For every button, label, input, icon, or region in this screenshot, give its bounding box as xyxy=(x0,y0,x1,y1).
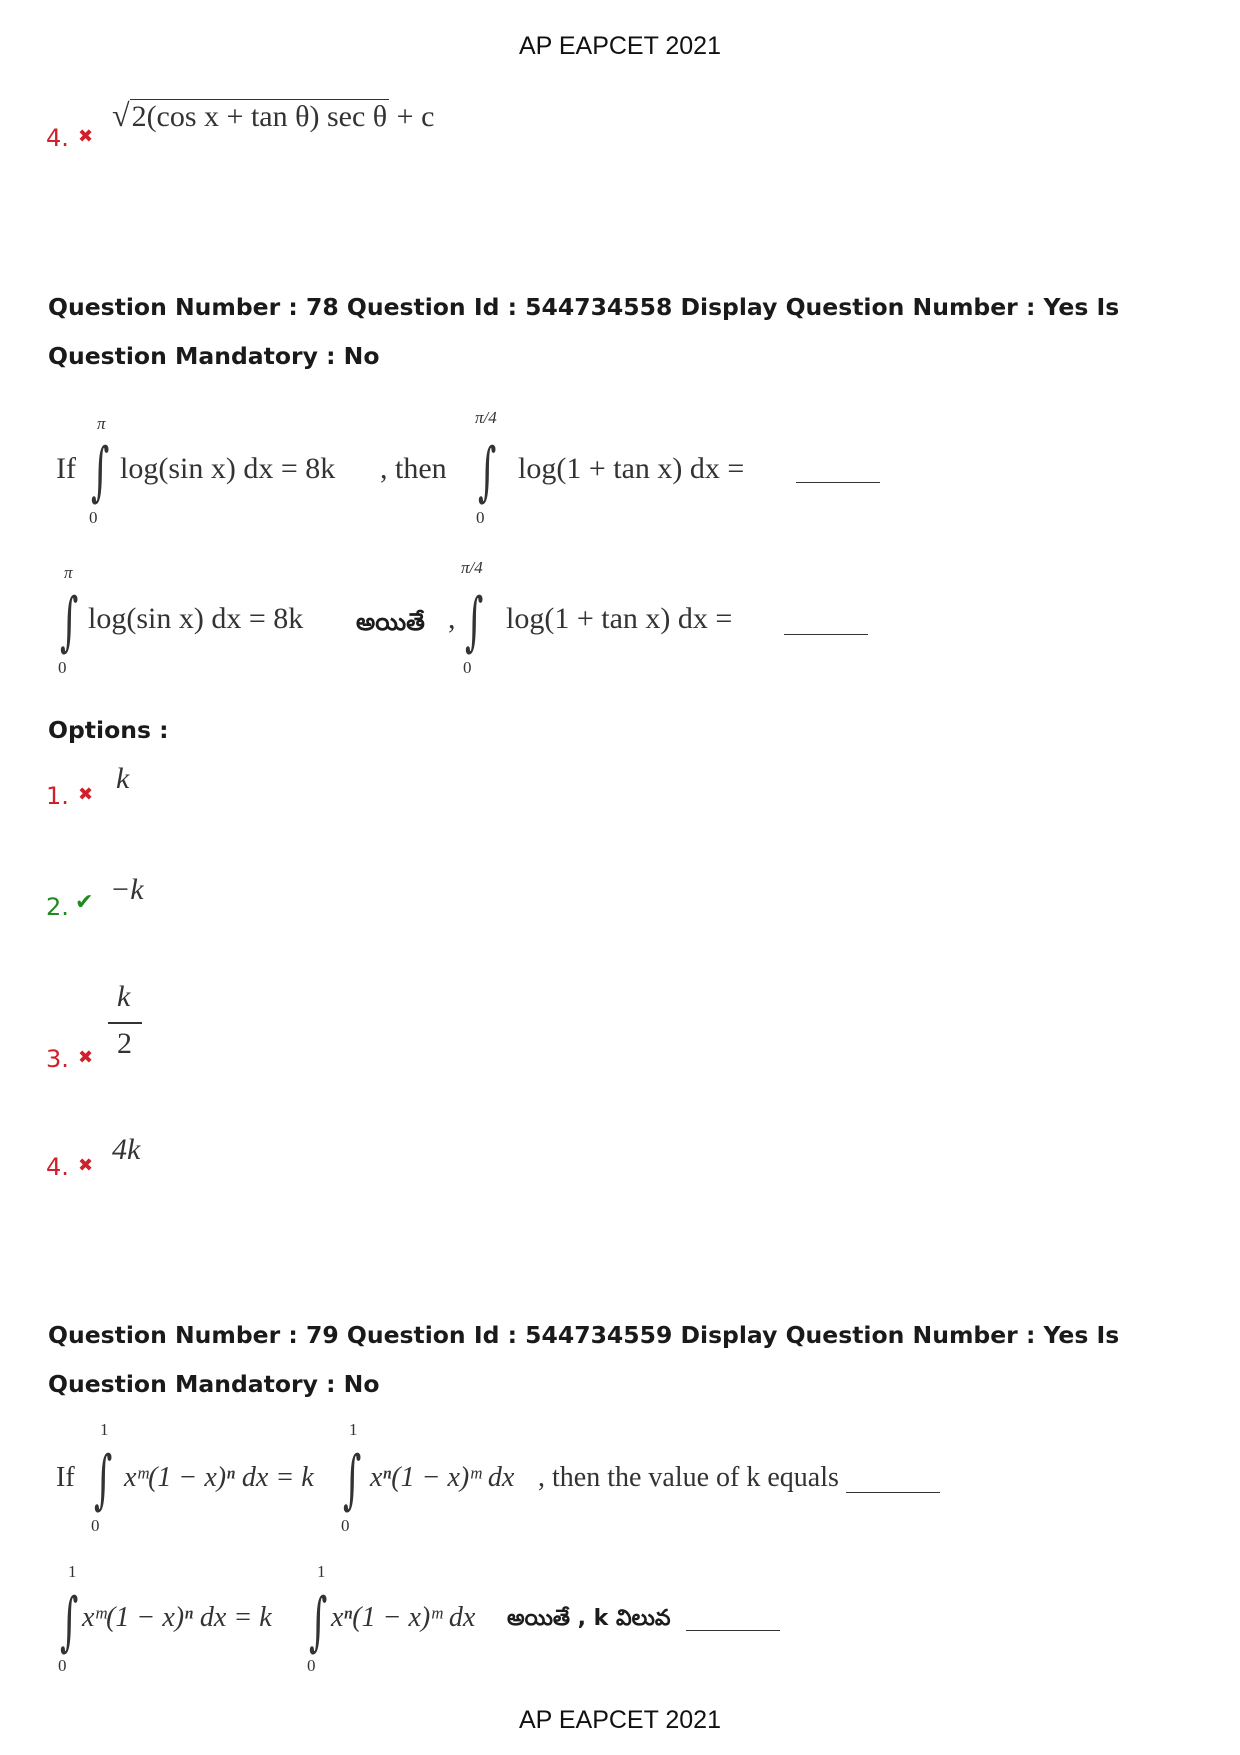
integral-lower-limit: 0 xyxy=(58,658,67,677)
then-label: , then xyxy=(380,452,447,485)
integral-lower-limit: 0 xyxy=(463,658,472,677)
integral-icon: ∫ xyxy=(60,1585,79,1659)
integral-lower-limit: 0 xyxy=(307,1656,316,1675)
option-value: k xyxy=(116,762,130,795)
integral-body: xⁿ(1 − x)ᵐ dx xyxy=(370,1462,515,1493)
integral-icon: ∫ xyxy=(309,1585,328,1659)
answer-blank xyxy=(846,1490,940,1493)
fraction-bar xyxy=(108,1022,142,1024)
option-number: 4. xyxy=(46,1153,69,1181)
question-header: Question Number : 78 Question Id : 544734558 Display Question Number : Yes Is Question Mandatory : No xyxy=(48,293,1120,370)
integral-upper-limit: 1 xyxy=(68,1562,77,1581)
integral-body: log(1 + tan x) dx = xyxy=(506,602,733,635)
wrong-icon: ✖ xyxy=(78,1155,94,1176)
wrong-icon: ✖ xyxy=(78,1047,94,1068)
integral-body: log(sin x) dx = 8k xyxy=(120,452,336,485)
answer-blank xyxy=(686,1628,780,1631)
fraction-denominator: 2 xyxy=(117,1027,132,1060)
option-number: 3. xyxy=(46,1045,69,1073)
options-label: Options : xyxy=(48,716,169,744)
integral-lower-limit: 0 xyxy=(341,1516,350,1535)
integral-body: xᵐ(1 − x)ⁿ dx = k xyxy=(82,1602,272,1633)
integral-lower-limit: 0 xyxy=(58,1656,67,1675)
integral-upper-limit: π/4 xyxy=(475,408,497,427)
page-header: AP EAPCET 2021 xyxy=(519,32,721,60)
option-number: 2. xyxy=(46,893,69,921)
answer-blank xyxy=(796,480,880,483)
integral-icon: ∫ xyxy=(478,435,497,509)
constant-term: + c xyxy=(396,100,435,133)
integral-lower-limit: 0 xyxy=(89,508,98,527)
fraction-numerator: k xyxy=(117,980,131,1013)
if-label: If xyxy=(56,452,76,485)
integral-icon: ∫ xyxy=(60,585,79,659)
integral-body: xᵐ(1 − x)ⁿ dx = k xyxy=(124,1462,314,1493)
option-number: 1. xyxy=(46,782,69,810)
integral-icon: ∫ xyxy=(94,1443,113,1517)
integral-upper-limit: 1 xyxy=(100,1420,109,1439)
wrong-icon: ✖ xyxy=(78,784,94,805)
option-value: 4k xyxy=(112,1133,141,1166)
comma: , xyxy=(448,602,456,635)
integral-icon: ∫ xyxy=(465,585,484,659)
page-footer: AP EAPCET 2021 xyxy=(519,1706,721,1734)
correct-icon: ✔ xyxy=(75,890,94,915)
integral-body: xⁿ(1 − x)ᵐ dx xyxy=(331,1602,476,1633)
option-expression xyxy=(112,97,434,134)
integral-upper-limit: 1 xyxy=(349,1420,358,1439)
option-number: 4. xyxy=(46,124,69,152)
integral-upper-limit: 1 xyxy=(317,1562,326,1581)
integral-lower-limit: 0 xyxy=(91,1516,100,1535)
sqrt-icon: √ xyxy=(112,97,130,133)
integral-upper-limit: π xyxy=(64,563,73,582)
question-header: Question Number : 79 Question Id : 544734559 Display Question Number : Yes Is Question Mandatory : No xyxy=(48,1321,1120,1398)
question-tail: అయితే , k విలువ xyxy=(507,1606,671,1631)
integral-upper-limit: π/4 xyxy=(461,558,483,577)
telugu-word: అయితే xyxy=(356,608,425,636)
option-value: −k xyxy=(110,873,144,906)
sqrt-radicand: 2(cos x + tan θ) sec θ xyxy=(131,100,388,133)
integral-lower-limit: 0 xyxy=(476,508,485,527)
integral-icon: ∫ xyxy=(343,1443,362,1517)
answer-blank xyxy=(784,632,868,635)
integral-icon: ∫ xyxy=(91,435,110,509)
wrong-icon: ✖ xyxy=(78,126,94,147)
integral-body: log(sin x) dx = 8k xyxy=(88,602,304,635)
if-label: If xyxy=(56,1462,75,1493)
question-tail: , then the value of k equals xyxy=(538,1462,839,1493)
integral-body: log(1 + tan x) dx = xyxy=(518,452,745,485)
integral-upper-limit: π xyxy=(97,414,106,433)
